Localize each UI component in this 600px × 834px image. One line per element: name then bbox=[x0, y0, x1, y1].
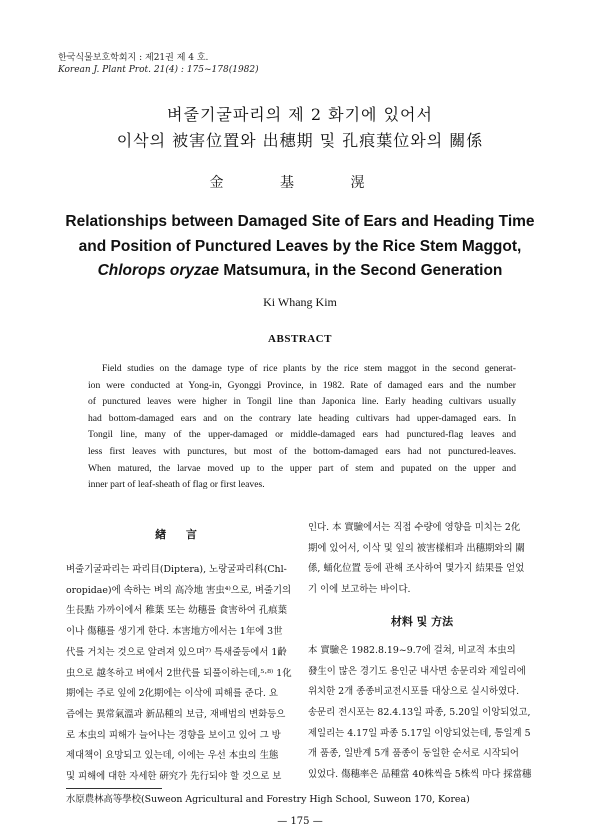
abstract-line: Field studies on the damage type of rice plants by the rice stem maggot in the second generat- bbox=[102, 363, 516, 374]
species-name: Chlorops oryzae bbox=[97, 262, 220, 279]
body-line: 있었다. 傷穗率은 品種當 40株씩을 5株씩 마다 採當穗 bbox=[308, 769, 532, 781]
abstract-line: less first leaves with punctures, but most of the bottom-damaged ears had not punctured-leaves. bbox=[88, 445, 516, 457]
body-line: 生長點 가까이에서 稚葉 또는 幼穗를 食害하여 孔痕葉 bbox=[66, 605, 287, 617]
body-line: 및 피해에 대한 자세한 硏究가 先行되야 할 것으로 보 bbox=[66, 771, 282, 783]
korean-title-line-2: 이삭의 被害位置와 出穗期 및 孔痕葉位와의 關係 bbox=[116, 131, 484, 150]
body-line: 인다. 本 實驗에서는 직접 수량에 영향을 미치는 2化 bbox=[308, 522, 521, 533]
body-line: 제대책이 요망되고 있는데, 이에는 우선 本虫의 生態 bbox=[66, 750, 279, 762]
body-line: 期에는 주로 잎에 2化期에는 이삭에 피해를 준다. 요 bbox=[66, 688, 278, 700]
body-line: 기 이에 보고하는 바이다. bbox=[308, 584, 411, 596]
body-line: oropidae)에 속하는 벼의 高冷地 害虫⁴⁾으로, 벼줄기의 bbox=[66, 584, 292, 596]
introduction-column bbox=[66, 498, 294, 788]
korean-author: 金 基 滉 bbox=[209, 175, 391, 191]
body-line: 本 實驗은 1982.8.19~9.7에 걸쳐, 비교적 本虫의 bbox=[308, 644, 516, 656]
body-line: 係, 蛹化位置 등에 관해 조사하여 몇가지 結果를 얻었 bbox=[308, 563, 525, 575]
abstract-line: ion were conducted at Yong-in, Gyonggi Province, in 1982. Rate of damaged ears and the number bbox=[88, 379, 516, 391]
journal-citation-korean: 한국식물보호학회지 : 제21권 제 4 호. bbox=[58, 53, 209, 63]
abstract-heading: ABSTRACT bbox=[268, 333, 332, 345]
body-line: 發生이 많은 경기도 용인군 내사면 송문리와 제일리에 bbox=[308, 665, 526, 677]
journal-citation-english: Korean J. Plant Prot. 21(4) : 175~178(1982) bbox=[58, 65, 259, 75]
abstract-line: Tongil line, many of the upper-damaged or middle-damaged ears had punctured-flag leaves and bbox=[88, 429, 516, 441]
author-affiliation: 水原農林高等學校(Suweon Agricultural and Forestry High School, Suweon 170, Korea) bbox=[66, 794, 470, 805]
english-title-line-2: and Position of Punctured Leaves by the Rice Stem Maggot, bbox=[78, 238, 522, 255]
body-line: 제일리는 4.17일 파종 5.17일 이앙되었는데, 통일계 5 bbox=[308, 727, 531, 739]
body-line: 위치한 2개 종종비교전시포를 대상으로 실시하였다. bbox=[308, 686, 520, 698]
body-line: 벼줄기굴파리는 파리目(Diptera), 노랑굴파리科(Chl- bbox=[66, 564, 287, 575]
journal-citation bbox=[58, 52, 259, 76]
page-number: — 175 — bbox=[277, 816, 323, 827]
korean-title-line-1: 벼줄기굴파리의 제 2 화기에 있어서 bbox=[167, 105, 433, 124]
english-title-line-1: Relationships between Damaged Site of Ears and Heading Time bbox=[65, 213, 535, 230]
body-line: 개 품종, 일반계 5개 품종이 동일한 순서로 시작되어 bbox=[308, 748, 519, 760]
body-line: 期에 있어서, 이삭 및 잎의 被害樣相과 出穗期와의 關 bbox=[308, 542, 525, 554]
abstract-line: inner part of leaf-sheath of flag or first leaves. bbox=[88, 479, 265, 491]
english-author: Ki Whang Kim bbox=[263, 295, 337, 309]
footnote-rule bbox=[66, 788, 162, 789]
english-title-line-3 bbox=[0, 262, 600, 280]
methods-column bbox=[308, 518, 536, 786]
english-title-line-3-rest: Matsumura, in the Second Generation bbox=[219, 262, 503, 279]
body-line: 虫으로 越冬하고 벼에서 2世代를 되풀이하는데,⁵·⁸⁾ 1化 bbox=[66, 667, 292, 679]
body-line: 이나 傷穗를 생기게 한다. 本害地方에서는 1年에 3世 bbox=[66, 626, 283, 638]
introduction-heading: 緖 言 bbox=[155, 528, 205, 541]
body-line: 로 本虫의 피해가 늘어나는 경향을 보이고 있어 그 방 bbox=[66, 729, 281, 741]
abstract-line: of punctured leaves were higher in Tongil line than Japonica line. Early heading cultivars usually bbox=[88, 396, 516, 408]
abstract-line: had bottom-damaged ears and on the contrary late heading cultivars had upper-damaged ears. In bbox=[88, 412, 516, 424]
methods-heading: 材料 및 方法 bbox=[390, 614, 454, 628]
body-line: 즘에는 異常氣溫과 新品種의 보급, 재배법의 변화등으 bbox=[66, 708, 286, 720]
body-line: 송문리 전시포는 82.4.13일 파종, 5.20일 이앙되었고, bbox=[308, 706, 531, 718]
body-line: 代를 거치는 것으로 알려져 있으며⁷⁾ 특새줄등에서 1齡 bbox=[66, 646, 287, 658]
abstract-body bbox=[88, 361, 516, 494]
abstract-line: When matured, the larvae moved up to the upper part of stem and pupated on the upper and bbox=[88, 462, 516, 474]
